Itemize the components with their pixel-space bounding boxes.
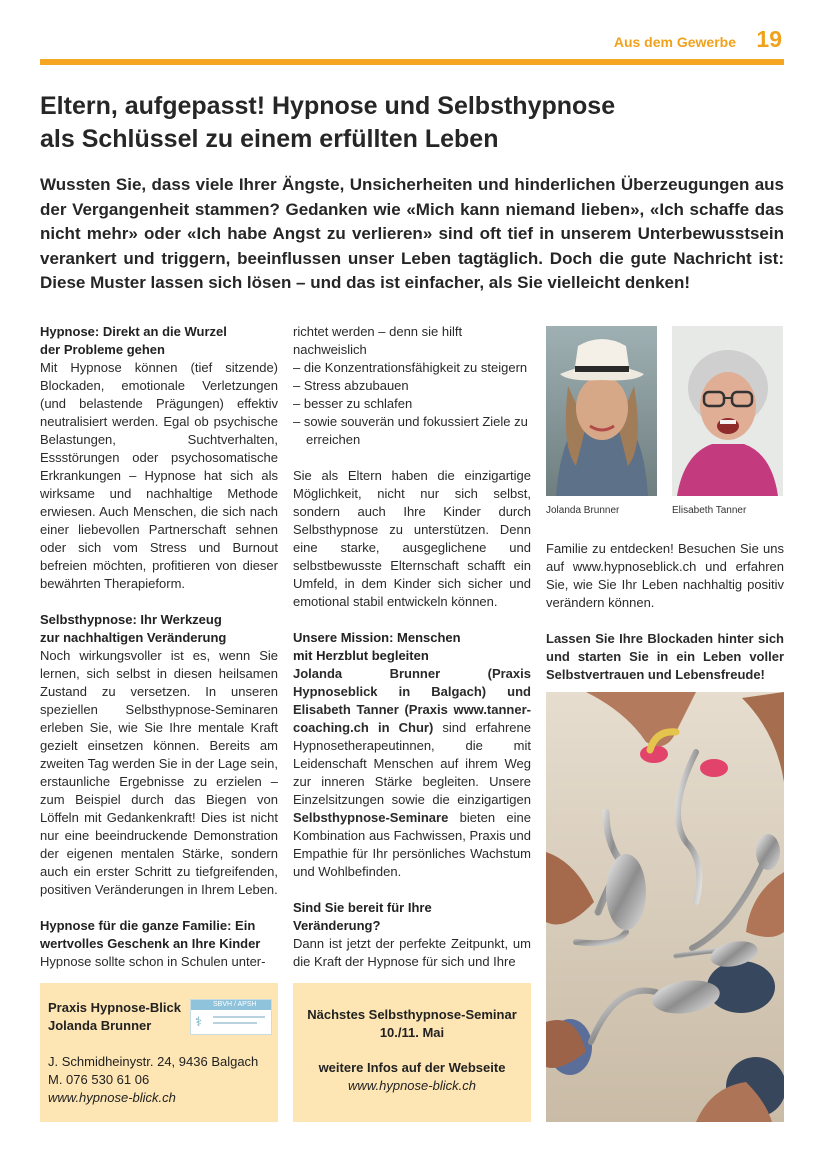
association-logo: [190, 999, 272, 1035]
heading-line: Selbsthypnose: Ihr Werkzeug: [40, 612, 222, 627]
paragraph: Familie zu entdecken! Besuchen Sie uns auf www.hypnoseblick.ch und erfahren Sie, wie Sie Ihr Leben nachhaltig positiv verändern können.: [546, 541, 784, 610]
heading-line: Hypnose für die ganze Familie: Ein: [40, 918, 256, 933]
paragraph: Dann ist jetzt der perfekte Zeitpunkt, um die Kraft der Hypnose für sich und Ihre: [293, 936, 531, 969]
list-item: – Stress abzubauen: [293, 378, 409, 393]
heading-bereit: [293, 899, 531, 935]
column-1: [40, 323, 278, 971]
heading-line: Sind Sie bereit für Ihre: [293, 900, 432, 915]
contact-phone: M. 076 530 61 06: [48, 1072, 150, 1087]
article-title: [40, 90, 784, 156]
section-label: Aus dem Gewerbe: [613, 34, 736, 50]
list-item: – die Konzentrationsfähigkeit zu steigern: [293, 360, 528, 375]
page-number: 19: [756, 26, 782, 52]
paragraph: Sie als Eltern haben die einzigartige Möglichkeit, nicht nur sich selbst, sondern auch Ihre Kinder durch Selbsthypnose zu unterstützen. Denn eine starke, ausgeglichene und selbstbewusste Elternschaft schafft ein Umfeld, in dem Kinder sich sicher und emotional stabil entwickeln können.: [293, 468, 531, 609]
heading-selbsthypnose: [40, 611, 278, 647]
paragraph: [293, 665, 531, 881]
contact-website[interactable]: www.hypnose-blick.ch: [48, 1090, 176, 1105]
contact-name-1: Praxis Hypnose-Blick: [48, 1000, 181, 1015]
heading-line: zur nachhaltigen Veränderung: [40, 630, 227, 645]
seminar-box: [293, 983, 531, 1122]
header-bar: [40, 59, 784, 65]
seminar-website[interactable]: www.hypnose-blick.ch: [348, 1078, 476, 1093]
bold-text: Jolanda Brunner (Praxis Hypnoseblick in Balgach) und Elisabeth Tanner (Praxis www.tanner-coaching.ch in Chur): [293, 666, 531, 735]
heading-line: wertvolles Geschenk an Ihre Kinder: [40, 936, 261, 951]
heading-mission: [293, 629, 531, 665]
list-item: – sowie souverän und fokussiert Ziele zu erreichen: [293, 414, 528, 447]
paragraph: Hypnose sollte schon in Schulen unter-: [40, 954, 266, 969]
heading-line: der Probleme gehen: [40, 342, 165, 357]
list-item: – besser zu schlafen: [293, 396, 413, 411]
paragraph: richtet werden – denn sie hilft nachweislich: [293, 324, 463, 357]
photo-caption: Jolanda Brunner: [546, 505, 620, 516]
bold-text: Selbsthypnose-Seminare: [293, 810, 449, 825]
seminar-title: Nächstes Selbsthypnose-Seminar: [307, 1007, 517, 1022]
paragraph: Noch wirkungsvoller ist es, wenn Sie lernen, sich selbst in diesen heilsamen Zustand zu versetzen. In unseren speziellen Selbsthypnose-Seminaren erleben Sie, wie Sie Ihre mentale Kraft gezielt einsetzen können. Bereits am zweiten Tag werden Sie in der Lage sein, erstaunliche Ergebnisse zu erzielen – zum Beispiel durch das Biegen von Löffeln mit Gedankenkraft! Dies ist nicht nur eine beeindruckende Demonstration der eigenen mentalen Stärke, sondern auch ein erster Schritt zu tiefgreifenden, positiven Veränderungen in Ihrem Leben.: [40, 648, 278, 897]
contact-box: [40, 983, 278, 1122]
title-line-2: als Schlüssel zu einem erfüllten Leben: [40, 125, 499, 153]
photo-elisabeth-tanner: [672, 326, 783, 496]
paragraph: Mit Hypnose können (tief sitzende) Blockaden, emotionale Verletzungen (und belastende Prägungen) effektiv neutralisiert werden. Egal ob psychische Belastungen, Suchtverhalten, Essstörungen oder psychosomatische Erkrankungen – Hypnose hat sich als wirksame und nachhaltige Methode erwiesen. Auch Menschen, die sich nach einer liebevollen Partnerschaft sehnen oder sich vom Stress und Burnout befreien möchten, profitieren von dieser bewährten Therapieform.: [40, 360, 278, 591]
photo-bent-spoons: [546, 692, 784, 1122]
heading-line: mit Herzblut begleiten: [293, 648, 429, 663]
article-lead: Wussten Sie, dass viele Ihrer Ängste, Unsicherheiten und hinderlichen Überzeugungen aus der Vergangenheit stammen? Gedanken wie «Mich kann niemand lieben», «Ich schaffe das nicht mehr» oder «Ich habe Angst zu verlieren» sind oft tief in unserem Unterbewusstsein verankert und triggern, beeinflussen unser Leben tagtäglich. Doch die gute Nachricht ist: Diese Muster lassen sich lösen – und das ist einfacher, als Sie vielleicht denken!: [40, 175, 784, 292]
contact-name-2: Jolanda Brunner: [48, 1018, 152, 1033]
heading-hypnose: [40, 323, 278, 359]
text: bieten eine Kombination aus Fachwissen, Praxis und Empathie für Ihr persönliches Wachstum und Wohlbefinden.: [293, 810, 531, 879]
heading-line: Unsere Mission: Menschen: [293, 630, 461, 645]
heading-line: Hypnose: Direkt an die Wurzel: [40, 324, 227, 339]
heading-familie: [40, 917, 278, 953]
seminar-info: weitere Infos auf der Webseite: [318, 1060, 506, 1075]
column-2: [293, 323, 531, 971]
photo-jolanda-brunner: [546, 326, 657, 496]
title-line-1: Eltern, aufgepasst! Hypnose und Selbsthypnose: [40, 92, 616, 120]
heading-line: Veränderung?: [293, 918, 381, 933]
text: sind erfahrene Hypnosetherapeutinnen, die mit Leidenschaft Menschen auf ihrem Weg zur inneren Stärke begleiten. Unsere Einzelsitzungen sowie die einzigartigen: [293, 720, 531, 807]
logo-text: SBVH / APSH: [213, 1001, 257, 1008]
column-3: [546, 540, 784, 684]
contact-address: J. Schmidheinystr. 24, 9436 Balgach: [48, 1054, 259, 1069]
caduceus-icon: ⚕: [195, 1014, 203, 1029]
photo-caption: Elisabeth Tanner: [672, 505, 747, 516]
seminar-date: 10./11. Mai: [379, 1025, 445, 1040]
benefit-list: [293, 359, 531, 449]
closing-statement: Lassen Sie Ihre Blockaden hinter sich und starten Sie in ein Leben voller Selbstvertrauen und Lebensfreude!: [546, 631, 784, 682]
